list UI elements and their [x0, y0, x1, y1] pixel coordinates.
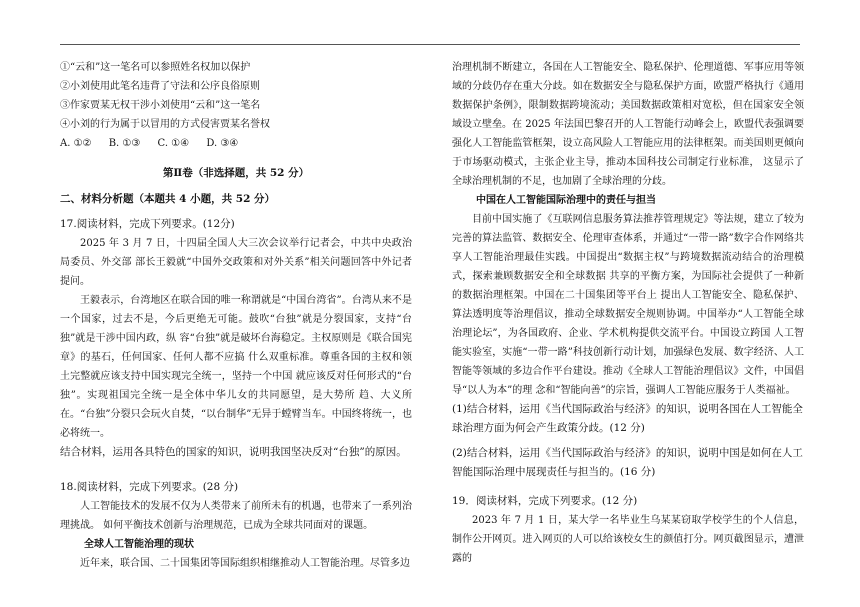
q18-question-1: (1)结合材料，运用《当代国际政治与经济》的知识，说明各国在人工智能全球治理方面为何会产生政策分歧。(12 分): [452, 403, 803, 434]
answer-choices: [60, 134, 412, 153]
q17-paragraph-2: 王毅表示，台湾地区在联合国的唯一称谓就是“中国台湾省”。台湾从来不是一个国家，过去不是，今后更绝无可能。鼓吹“台独”就是分裂国家，支持“台独”就是干涉中国内政，纵 容“台独”就是破坏台海稳定。主权原则是《联合国宪章》的基石，任何国家、任何人都不应搞 什么双重标准。尊重各国的主权和领土完整就应该支持中国实现完全统一，坚持一个中国 就应该反对任何形式的“台独”。实现祖国完全统一是全体中华儿女的共同愿望，是大势所 趋、大义所在。“台独”分裂只会玩火自焚，“以台制华”无异于螳臂当车。中国终将统一，也 必将统一。: [60, 295, 412, 439]
option-3: ③作家贾某无权干涉小刘使用“云和”这一笔名: [60, 100, 261, 111]
answer-a: A. ①②: [60, 138, 92, 149]
q19-paragraph: 2023 年 7 月 1 日，某大学一名毕业生乌某某窃取学校学生的个人信息，制作公开网页。进入网页的人可以给该校女生的颜值打分。网页截图显示，遭泄露的: [452, 515, 804, 564]
q18-question-2: (2)结合材料，运用《当代国际政治与经济》的知识，说明中国是如何在人工智能国际治理中展现责任与担当的。(16 分): [452, 447, 803, 478]
answer-b: B. ①③: [108, 138, 141, 149]
q17-question: 结合材料，运用各具特色的国家的知识，说明我国坚决反对“台独”的原因。: [60, 446, 407, 458]
q19-heading: 19．阅读材料，完成下列要求。(12 分): [452, 495, 638, 507]
part-heading: 二、材料分析题（本题共 4 小题，共 52 分）: [60, 193, 276, 205]
q18-paragraph-1: 人工智能技术的发展不仅为人类带来了前所未有的机遇，也带来了一系列治理挑战。 如何平衡技术创新与治理规范，已成为全球共同面对的课题。: [60, 501, 412, 531]
left-column: [60, 58, 412, 573]
option-2: ②小刘使用此笔名违背了守法和公序良俗原则: [60, 81, 260, 92]
answer-d: D. ③④: [206, 138, 239, 149]
right-column: [452, 58, 804, 568]
option-4: ④小刘的行为属于以冒用的方式侵害贾某名誉权: [60, 119, 270, 130]
q18-paragraph-3: 目前中国实施了《互联网信息服务算法推荐管理规定》等法规，建立了较为完善的算法监管、数据安全、伦理审查体系，并通过“一带一路”数字合作网络共享人工智能治理最佳实践。中国提出“数据主权”与跨境数据流动结合的治理模式，探索兼顾数据安全和全球数据 共享的平衡方案，为国际社会提供了一种新的数据治理框架。中国在二十国集团等平台上 提出人工智能安全、隐私保护、算法透明度等治理倡议，推动全球数据安全规则协调。中国举办“人工智能全球治理论坛”，为各国政府、企业、学术机构提供交流平台。中国设立跨国 人工智能实验室，实施“一带一路”科技创新行动计划，加强绿色发展、数字经济、人工智能等领域的多边合作平台建设。推动《全球人工智能治理倡议》文件，中国倡导“以人为本”的理 念和“智能向善”的宗旨，强调人工智能应服务于人类福祉。: [452, 214, 804, 396]
q18-paragraph-2: 近年来，联合国、二十国集团等国际组织相继推动人工智能治理。尽管多边: [80, 558, 410, 569]
q18-heading: 18.阅读材料，完成下列要求。(28 分): [60, 481, 239, 493]
option-1: ①“云和”这一笔名可以参照姓名权加以保护: [60, 62, 251, 73]
section-title: 第Ⅱ卷（非选择题，共 52 分）: [162, 167, 310, 179]
q17-paragraph-1: 2025 年 3 月 7 日，十四届全国人大三次会议举行记者会，中共中央政治局委员、外交部 部长王毅就“中国外交政策和对外关系”相关问题回答中外记者提问。: [60, 238, 412, 287]
answer-c: C. ①④: [157, 138, 190, 149]
top-rule: [60, 44, 800, 45]
q18-paragraph-2-cont: 治理机制不断建立，各国在人工智能安全、隐私保护、伦理道德、军事应用等领域的分歧仍存在重大分歧。如在数据安全与隐私保护方面，欧盟严格执行《通用数据保护条例》，限制数据跨境流动；美国数据政策相对宽松，但在国家安全领域设立壁垒。在 2025 年法国巴黎召开的人工智能行动峰会上，欧盟代表强调要强化人工智能监管框架，设立高风险人工智能应用的法律框架。而美国则更倾向于市场驱动模式，主张企业主导，推动本国科技公司制定行业标准， 这显示了全球治理机制的不足，也加剧了全球治理的分歧。: [452, 62, 804, 187]
q18-subheading-2: 中国在人工智能国际治理中的责任与担当: [476, 195, 656, 206]
q17-heading: 17.阅读材料，完成下列要求。(12分): [60, 218, 235, 230]
q18-subheading-1: 全球人工智能治理的现状: [84, 539, 194, 550]
